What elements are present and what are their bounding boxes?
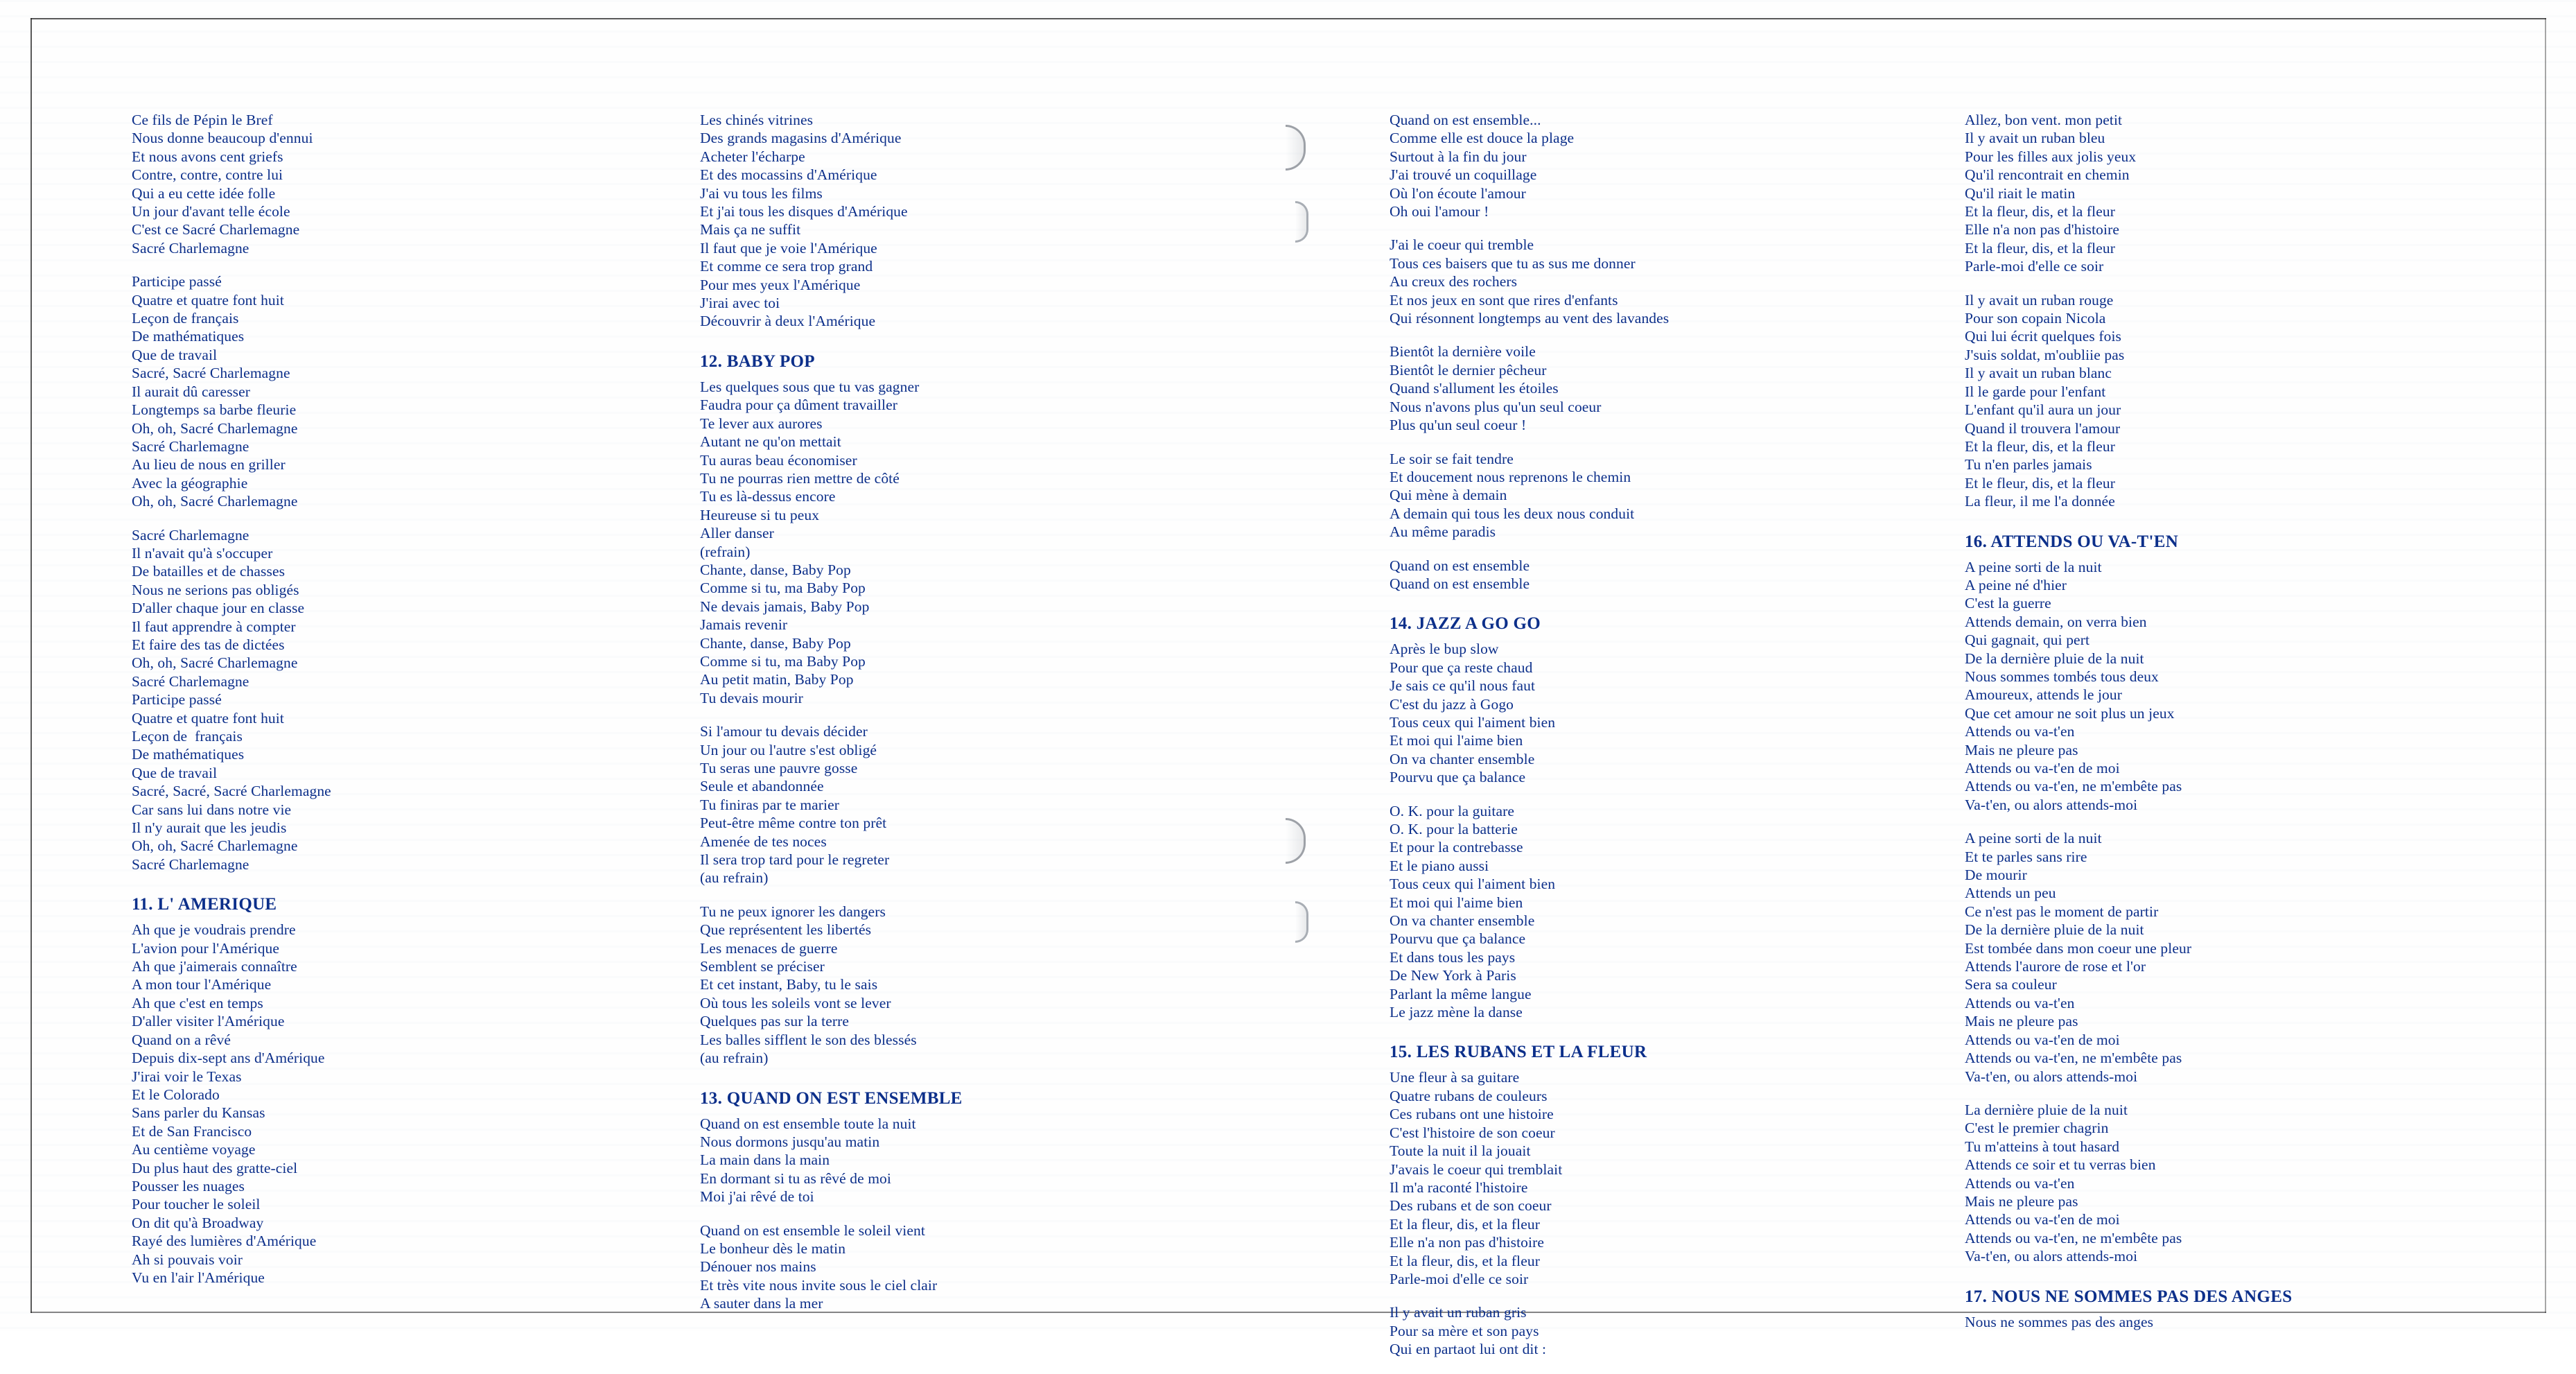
lyric-line: Si l'amour tu devais décider — [700, 723, 868, 740]
lyric-line: Le soir se fait tendre — [1390, 450, 1514, 467]
lyric-line: Du plus haut des gratte-ciel — [132, 1159, 298, 1176]
lyric-line: Amenée de tes noces — [700, 833, 827, 850]
lyric-line: L'enfant qu'il aura un jour — [1965, 401, 2121, 419]
lyric-stanza — [1390, 640, 1937, 786]
lyric-line: Où l'on écoute l'amour — [1390, 184, 1526, 202]
lyric-line: Un jour ou l'autre s'est obligé — [700, 741, 877, 758]
lyric-line: Qui a eu cette idée folle — [132, 184, 276, 202]
lyric-line: Que cet amour ne soit plus un jeux — [1965, 704, 2175, 722]
lyric-line: Et doucement nous reprenons le chemin — [1390, 468, 1631, 485]
lyric-stanza — [700, 722, 1227, 887]
song-title: 11. L' AMERIQUE — [132, 895, 277, 914]
lyric-line: Va-t'en, ou alors attends-moi — [1965, 1068, 2138, 1085]
lyric-line: Ah si pouvais voir — [132, 1251, 243, 1268]
column-3 — [1390, 111, 1937, 1374]
lyric-line: Attends demain, on verra bien — [1965, 613, 2147, 630]
lyric-line: Des rubans et de son coeur — [1390, 1197, 1552, 1215]
lyric-line: Rayé des lumières d'Amérique — [132, 1233, 317, 1250]
song-title: 14. JAZZ A GO GO — [1390, 614, 1541, 634]
lyric-line: Pousser les nuages — [132, 1177, 245, 1194]
lyric-line: Bientôt la dernière voile — [1390, 343, 1536, 360]
lyric-line: Quand on est ensemble — [1390, 575, 1530, 592]
lyric-line: Attends ou va-t'en, ne m'embête pas — [1965, 1229, 2182, 1246]
lyric-stanza — [700, 111, 1227, 331]
lyric-line: D'aller chaque jour en classe — [132, 600, 305, 617]
lyric-line: Pourvu que ça balance — [1390, 930, 1526, 948]
lyric-line: Quand il trouvera l'amour — [1965, 419, 2121, 437]
lyric-stanza — [132, 111, 645, 257]
lyric-line: De mourir — [1965, 867, 2027, 884]
lyric-line: Et comme ce sera trop grand — [700, 258, 873, 275]
lyric-line: Sacré, Sacré Charlemagne — [132, 365, 290, 382]
lyric-line: Va-t'en, ou alors attends-moi — [1965, 796, 2138, 813]
lyric-line: Aller danser — [700, 525, 774, 542]
lyric-line: Tu m'atteins à tout hasard — [1965, 1138, 2120, 1155]
lyric-line: Le bonheur dès le matin — [700, 1240, 846, 1257]
lyric-stanza — [1965, 558, 2491, 815]
lyric-line: Vu en l'air l'Amérique — [132, 1269, 265, 1286]
lyric-line: Comme elle est douce la plage — [1390, 130, 1575, 147]
lyric-line: Et le Colorado — [132, 1086, 220, 1103]
lyric-stanza — [700, 1221, 1227, 1313]
lyric-line: Découvrir à deux l'Amérique — [700, 313, 876, 330]
lyric-line: O. K. pour la batterie — [1390, 821, 1518, 837]
lyric-line: Quatre et quatre font huit — [132, 709, 284, 727]
column-1 — [132, 111, 645, 1302]
lyric-line: C'est la guerre — [1965, 595, 2051, 612]
lyric-stanza — [1965, 291, 2491, 511]
lyric-line: J'ai le coeur qui tremble — [1390, 236, 1534, 254]
lyric-line: Qu'il rencontrait en chemin — [1965, 166, 2130, 184]
lyric-stanza — [132, 272, 645, 510]
lyric-line: Pour toucher le soleil — [132, 1196, 261, 1213]
lyric-line: J'irai voir le Texas — [132, 1068, 242, 1085]
lyric-line: Sacré Charlemagne — [132, 526, 249, 543]
lyric-line: Et la fleur, dis, et la fleur — [1390, 1215, 1540, 1233]
lyric-line: Attends ou va-t'en — [1965, 994, 2075, 1011]
lyric-line: Au lieu de nous en griller — [132, 456, 286, 473]
lyric-line: Où tous les soleils vont se lever — [700, 994, 891, 1011]
lyric-line: Amoureux, attends le jour — [1965, 686, 2123, 704]
lyric-line: Nous ne serions pas obligés — [132, 581, 299, 598]
column-4 — [1965, 111, 2491, 1346]
lyric-line: Et moi qui l'aime bien — [1390, 894, 1523, 911]
lyric-line: Ce n'est pas le moment de partir — [1965, 903, 2159, 920]
lyric-line: Ah que je voudrais prendre — [132, 921, 296, 939]
lyric-line: A sauter dans la mer — [700, 1295, 823, 1312]
lyric-line: (refrain) — [700, 543, 751, 560]
lyric-line: Peut-être même contre ton prêt — [700, 815, 887, 832]
lyric-line: Et faire des tas de dictées — [132, 636, 285, 653]
lyric-line: Il sera trop tard pour le regreter — [700, 851, 890, 869]
lyric-stanza — [1390, 802, 1937, 1022]
lyric-line: Pour que ça reste chaud — [1390, 659, 1533, 676]
lyric-line: Il y avait un ruban rouge — [1965, 291, 2114, 308]
lyric-line: A peine né d'hier — [1965, 576, 2067, 593]
lyric-line: Oh, oh, Sacré Charlemagne — [132, 837, 298, 855]
lyric-line: L'avion pour l'Amérique — [132, 939, 280, 957]
lyric-line: Un jour d'avant telle école — [132, 203, 290, 220]
lyric-line: Il y avait un ruban blanc — [1965, 365, 2112, 382]
lyric-line: Et la fleur, dis, et la fleur — [1965, 203, 2115, 220]
lyric-line: Tous ceux qui l'aiment bien — [1390, 713, 1556, 731]
lyric-line: Attends ou va-t'en — [1965, 723, 2075, 740]
lyric-line: Te lever aux aurores — [700, 415, 823, 432]
lyric-line: Et moi qui l'aime bien — [1390, 732, 1523, 749]
lyric-line: C'est ce Sacré Charlemagne — [132, 221, 300, 238]
lyric-line: Tu seras une pauvre gosse — [700, 760, 858, 776]
lyric-line: C'est le premier chagrin — [1965, 1120, 2109, 1137]
lyric-line: Nous n'avons plus qu'un seul coeur — [1390, 398, 1602, 415]
lyric-line: Qui gagnait, qui pert — [1965, 632, 2090, 649]
lyric-line: Attends ou va-t'en de moi — [1965, 760, 2120, 776]
lyric-line: Quatre rubans de couleurs — [1390, 1087, 1548, 1104]
lyric-line: Sera sa couleur — [1965, 976, 2057, 993]
lyric-line: Quand on est ensemble — [1390, 557, 1530, 574]
lyric-line: D'aller visiter l'Amérique — [132, 1013, 285, 1030]
lyric-line: Moi j'ai rêvé de toi — [700, 1188, 814, 1206]
lyric-line: Oh, oh, Sacré Charlemagne — [132, 654, 298, 672]
lyric-stanza — [1390, 1068, 1937, 1288]
lyric-line: Il y avait un ruban bleu — [1965, 130, 2105, 147]
lyric-line: Et j'ai tous les disques d'Amérique — [700, 203, 908, 220]
lyric-line: Plus qu'un seul coeur ! — [1390, 417, 1527, 434]
lyric-line: Oh oui l'amour ! — [1390, 203, 1489, 220]
lyric-line: (au refrain) — [700, 1050, 769, 1067]
lyric-line: Parle-moi d'elle ce soir — [1965, 258, 2104, 275]
lyric-line: Et très vite nous invite sous le ciel clair — [700, 1276, 938, 1294]
lyric-line: Au même paradis — [1390, 523, 1496, 541]
lyric-line: Pourvu que ça balance — [1390, 769, 1526, 786]
lyric-line: Ce fils de Pépin le Bref — [132, 112, 273, 128]
lyric-line: Pour les filles aux jolis yeux — [1965, 148, 2137, 165]
lyric-line: Chante, danse, Baby Pop — [700, 561, 851, 578]
lyric-line: Tu finiras par te marier — [700, 796, 840, 813]
lyric-stanza — [132, 526, 645, 874]
lyric-line: Nous dormons jusqu'au matin — [700, 1133, 880, 1150]
lyric-line: Toute la nuit il la jouait — [1390, 1142, 1531, 1160]
lyric-stanza — [700, 903, 1227, 1068]
lyric-line: Les quelques sous que tu vas gagner — [700, 378, 920, 395]
lyric-line: Il faut que je voie l'Amérique — [700, 239, 877, 256]
lyric-line: Avec la géographie — [132, 474, 248, 492]
lyric-line: Et nous avons cent griefs — [132, 148, 283, 165]
lyric-line: Et le fleur, dis, et la fleur — [1965, 474, 2115, 492]
lyric-line: Sacré Charlemagne — [132, 239, 249, 256]
lyric-line: Semblent se préciser — [700, 958, 825, 975]
lyric-line: Quelques pas sur la terre — [700, 1013, 850, 1030]
lyric-line: De mathématiques — [132, 746, 245, 763]
lyric-line: En dormant si tu as rêvé de moi — [700, 1169, 891, 1187]
lyric-line: Va-t'en, ou alors attends-moi — [1965, 1248, 2138, 1265]
lyric-line: (au refrain) — [700, 869, 769, 887]
lyric-line: La main dans la main — [700, 1151, 830, 1169]
lyric-line: Pour sa mère et son pays — [1390, 1322, 1539, 1339]
lyric-line: Au creux des rochers — [1390, 273, 1518, 290]
lyric-stanza — [1965, 829, 2491, 1086]
lyric-line: Leçon de français — [132, 310, 239, 327]
lyric-line: Tu devais mourir — [700, 689, 803, 706]
lyric-line: Autant ne qu'on mettait — [700, 433, 841, 451]
lyric-line: Qui résonnent longtemps au vent des lavandes — [1390, 310, 1670, 327]
lyric-line: Il n'avait qu'à s'occuper — [132, 544, 273, 562]
lyric-line: Que de travail — [132, 346, 218, 363]
lyric-line: Quand on est ensemble le soleil vient — [700, 1221, 925, 1239]
lyric-line: Nous sommes tombés tous deux — [1965, 668, 2159, 685]
lyric-line: C'est l'histoire de son coeur — [1390, 1124, 1555, 1141]
lyric-line: J'ai trouvé un coquillage — [1390, 166, 1537, 184]
lyric-line: Sacré Charlemagne — [132, 672, 249, 690]
lyric-line: Que représentent les libertés — [700, 921, 872, 939]
lyric-line: Participe passé — [132, 691, 222, 708]
lyric-line: On va chanter ensemble — [1390, 912, 1535, 930]
lyric-line: Attends un peu — [1965, 885, 2056, 902]
lyric-line: A mon tour l'Amérique — [132, 976, 272, 993]
lyric-line: Que de travail — [132, 764, 218, 781]
lyric-line: Acheter l'écharpe — [700, 148, 805, 165]
lyric-line: La dernière pluie de la nuit — [1965, 1101, 2128, 1118]
lyric-line: Car sans lui dans notre vie — [132, 801, 292, 818]
lyric-line: Seule et abandonnée — [700, 778, 824, 795]
lyric-line: Attends l'aurore de rose et l'or — [1965, 958, 2146, 975]
lyric-line: O. K. pour la guitare — [1390, 802, 1515, 819]
lyric-line: Et dans tous les pays — [1390, 948, 1516, 966]
lyric-line: A peine sorti de la nuit — [1965, 558, 2102, 575]
lyric-line: Quand on a rêvé — [132, 1031, 231, 1048]
lyric-stanza — [1390, 111, 1937, 220]
song-title: 17. NOUS NE SOMMES PAS DES ANGES — [1965, 1287, 2293, 1306]
lyric-line: Heureuse si tu peux — [700, 506, 820, 523]
lyric-line: Qu'il riait le matin — [1965, 184, 2076, 202]
lyric-line: Allez, bon vent. mon petit — [1965, 112, 2123, 128]
lyric-line: Tu auras beau économiser — [700, 451, 857, 469]
song-title: 16. ATTENDS OU VA-T'EN — [1965, 532, 2179, 551]
lyric-line: Il m'a raconté l'histoire — [1390, 1179, 1528, 1196]
lyric-line: Nous donne beaucoup d'ennui — [132, 130, 313, 147]
lyric-line: Chante, danse, Baby Pop — [700, 634, 851, 652]
lyric-stanza — [700, 1115, 1227, 1206]
lyric-line: Et te parles sans rire — [1965, 848, 2087, 865]
lyric-line: Et pour la contrebasse — [1390, 839, 1523, 856]
lyric-line: A demain qui tous les deux nous conduit — [1390, 505, 1635, 522]
lyric-line: Tous ces baisers que tu as sus me donner — [1390, 254, 1636, 272]
song-title: 15. LES RUBANS ET LA FLEUR — [1390, 1043, 1647, 1062]
lyric-line: Une fleur à sa guitare — [1390, 1069, 1520, 1086]
lyric-line: De batailles et de chasses — [132, 563, 286, 580]
lyric-line: De la dernière pluie de la nuit — [1965, 650, 2144, 667]
lyric-line: Sacré, Sacré, Sacré Charlemagne — [132, 783, 331, 800]
lyric-line: Il y avait un ruban gris — [1390, 1304, 1527, 1321]
lyric-line: Attends ou va-t'en, ne m'embête pas — [1965, 778, 2182, 795]
lyric-line: A peine sorti de la nuit — [1965, 830, 2102, 847]
lyric-line: Leçon de français — [132, 728, 243, 745]
lyric-line: Sacré Charlemagne — [132, 437, 249, 455]
lyric-line: Et le piano aussi — [1390, 857, 1489, 874]
lyric-line: Ah que c'est en temps — [132, 994, 263, 1011]
lyric-line: Contre, contre, contre lui — [132, 166, 283, 184]
lyric-line: De la dernière pluie de la nuit — [1965, 921, 2144, 939]
lyric-stanza — [1390, 342, 1937, 434]
lyric-line: Ah que j'aimerais connaître — [132, 958, 297, 975]
lyric-line: Qui en partaot lui ont dit : — [1390, 1341, 1547, 1358]
lyric-line: Tu es là-dessus encore — [700, 488, 836, 505]
lyric-line: De mathématiques — [132, 328, 245, 345]
lyric-stanza — [1965, 111, 2491, 276]
lyric-line: Tu ne peux ignorer les dangers — [700, 903, 886, 920]
lyric-stanza — [1390, 557, 1937, 593]
lyric-line: Au petit matin, Baby Pop — [700, 671, 854, 688]
lyric-line: Tous ceux qui l'aiment bien — [1390, 876, 1556, 893]
lyric-line: Attends ou va-t'en de moi — [1965, 1031, 2120, 1048]
lyric-stanza — [1965, 1313, 2491, 1331]
lyric-stanza — [132, 921, 645, 1287]
lyric-line: Bientôt le dernier pêcheur — [1390, 361, 1547, 379]
lyric-line: Qui mène à demain — [1390, 487, 1507, 504]
lyric-line: Oh, oh, Sacré Charlemagne — [132, 493, 298, 510]
lyric-line: Il n'y aurait que les jeudis — [132, 819, 287, 837]
lyric-line: Tu ne pourras rien mettre de côté — [700, 469, 900, 487]
lyric-line: Nous ne sommes pas des anges — [1965, 1313, 2154, 1330]
lyric-line: Le jazz mène la danse — [1390, 1004, 1523, 1021]
lyric-line: Jamais revenir — [700, 616, 788, 634]
lyric-line: Et cet instant, Baby, tu le sais — [700, 976, 878, 993]
lyric-stanza — [1390, 450, 1937, 541]
lyric-line: Et nos jeux en sont que rires d'enfants — [1390, 291, 1618, 308]
lyric-line: Il faut apprendre à compter — [132, 618, 296, 635]
lyric-line: Et des mocassins d'Amérique — [700, 166, 877, 184]
lyric-stanza — [1965, 1101, 2491, 1266]
column-2 — [700, 111, 1227, 1328]
lyric-line: Attends ou va-t'en, ne m'embête pas — [1965, 1050, 2182, 1067]
lyric-line: Des grands magasins d'Amérique — [700, 130, 902, 147]
lyric-line: Tu n'en parles jamais — [1965, 456, 2092, 473]
lyric-line: Attends ce soir et tu verras bien — [1965, 1156, 2156, 1174]
lyric-line: La fleur, il me l'a donnée — [1965, 493, 2115, 510]
lyric-line: Comme si tu, ma Baby Pop — [700, 652, 866, 670]
lyric-line: J'ai vu tous les films — [700, 184, 823, 202]
lyric-line: On va chanter ensemble — [1390, 750, 1535, 767]
lyric-line: Est tombée dans mon coeur une pleur — [1965, 939, 2192, 957]
song-title: 12. BABY POP — [700, 351, 815, 371]
lyric-line: Comme si tu, ma Baby Pop — [700, 580, 866, 597]
lyric-line: Participe passé — [132, 273, 222, 290]
lyric-line: Et la fleur, dis, et la fleur — [1390, 1252, 1540, 1269]
lyric-line: C'est du jazz à Gogo — [1390, 695, 1514, 713]
lyric-line: Ces rubans ont une histoire — [1390, 1106, 1554, 1123]
lyric-line: Pour son copain Nicola — [1965, 310, 2106, 327]
lyric-line: Pour mes yeux l'Amérique — [700, 276, 861, 293]
lyric-line: Mais ça ne suffit — [700, 221, 801, 238]
lyric-line: Longtemps sa barbe fleurie — [132, 401, 297, 419]
lyric-line: Il aurait dû caresser — [132, 383, 251, 400]
lyric-line: Au centième voyage — [132, 1141, 256, 1158]
lyric-stanza — [700, 378, 1227, 707]
lyric-line: Les menaces de guerre — [700, 939, 838, 957]
lyric-line: Quatre et quatre font huit — [132, 291, 284, 308]
lyric-line: Depuis dix-sept ans d'Amérique — [132, 1050, 325, 1067]
lyric-line: Les balles sifflent le son des blessés — [700, 1031, 917, 1048]
lyric-line: Elle n'a non pas d'histoire — [1965, 221, 2120, 238]
lyric-line: Je sais ce qu'il nous faut — [1390, 677, 1536, 695]
lyric-line: Parle-moi d'elle ce soir — [1390, 1270, 1529, 1287]
lyric-line: Il le garde pour l'enfant — [1965, 383, 2106, 400]
lyric-line: J'suis soldat, m'oubliie pas — [1965, 346, 2125, 363]
lyric-line: Ne devais jamais, Baby Pop — [700, 598, 870, 615]
lyric-line: Quand on est ensemble... — [1390, 112, 1541, 128]
lyric-line: Et de San Francisco — [132, 1122, 252, 1140]
lyric-line: Attends ou va-t'en — [1965, 1174, 2075, 1192]
lyric-line: Les chinés vitrines — [700, 112, 814, 128]
lyric-line: Mais ne pleure pas — [1965, 741, 2078, 758]
lyric-line: Et la fleur, dis, et la fleur — [1965, 239, 2115, 256]
lyric-line: Quand on est ensemble toute la nuit — [700, 1115, 916, 1132]
lyric-line: Qui lui écrit quelques fois — [1965, 328, 2122, 345]
lyric-line: Sans parler du Kansas — [132, 1104, 265, 1122]
lyric-line: Oh, oh, Sacré Charlemagne — [132, 419, 298, 437]
lyric-line: Faudra pour ça dûment travailler — [700, 397, 897, 414]
lyric-line: On dit qu'à Broadway — [132, 1214, 264, 1231]
lyric-line: Quand s'allument les étoiles — [1390, 380, 1559, 397]
lyric-line: Mais ne pleure pas — [1965, 1192, 2078, 1210]
lyric-line: Après le bup slow — [1390, 641, 1499, 658]
lyric-line: Sacré Charlemagne — [132, 855, 249, 873]
lyric-line: Parlant la même langue — [1390, 985, 1532, 1002]
lyric-line: Dénouer nos mains — [700, 1258, 816, 1276]
lyric-line: De New York à Paris — [1390, 967, 1516, 984]
lyric-line: Attends ou va-t'en de moi — [1965, 1211, 2120, 1228]
lyric-stanza — [1390, 236, 1937, 327]
song-title: 13. QUAND ON EST ENSEMBLE — [700, 1088, 963, 1108]
lyric-line: Mais ne pleure pas — [1965, 1013, 2078, 1030]
lyric-line: J'avais le coeur qui tremblait — [1390, 1160, 1563, 1178]
lyric-line: Elle n'a non pas d'histoire — [1390, 1234, 1545, 1251]
lyric-line: Surtout à la fin du jour — [1390, 148, 1527, 165]
lyric-line: Et la fleur, dis, et la fleur — [1965, 437, 2115, 455]
lyric-line: J'irai avec toi — [700, 295, 780, 312]
